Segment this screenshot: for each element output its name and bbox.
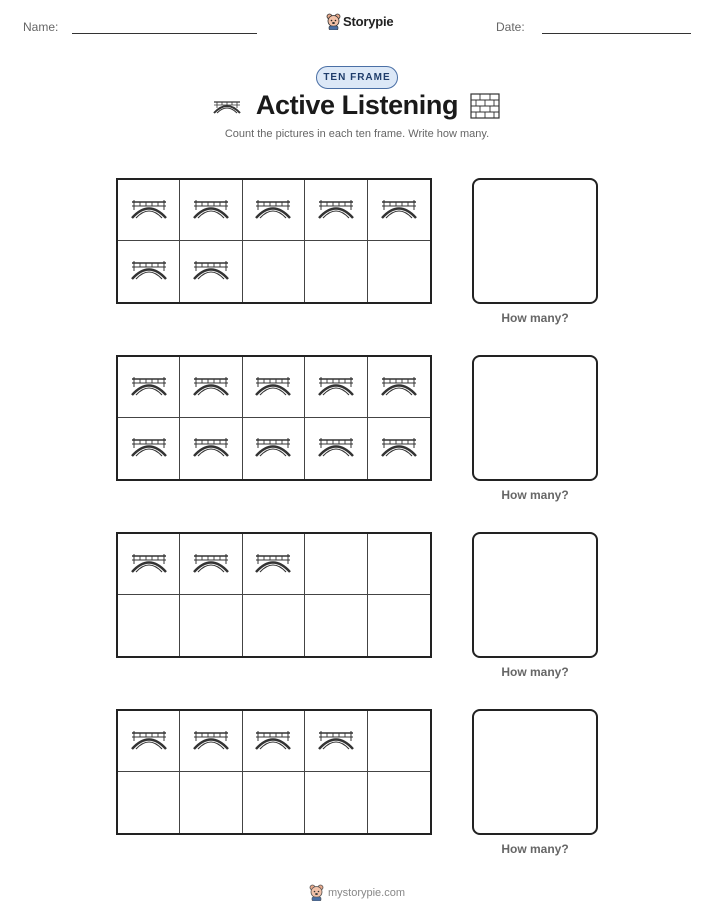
ten-frame-cell	[243, 418, 305, 479]
date-line[interactable]	[542, 33, 691, 34]
how-many-label: How many?	[501, 311, 569, 325]
ten-frame-cell	[118, 711, 180, 772]
ten-frame-badge: TEN FRAME	[316, 66, 398, 89]
ten-frame-cell	[180, 180, 242, 241]
bridge-icon	[380, 195, 418, 226]
bridge-icon	[192, 433, 230, 464]
bridge-icon	[254, 372, 292, 403]
ten-frame-cell	[180, 241, 242, 302]
ten-frame-cell	[180, 357, 242, 418]
bridge-icon	[192, 195, 230, 226]
storypie-logo	[326, 13, 393, 30]
ten-frame-cell	[118, 180, 180, 241]
ten-frame-cell	[368, 357, 430, 418]
ten-frame	[116, 532, 432, 658]
ten-frame-cell	[368, 534, 430, 595]
ten-frame-cell	[243, 772, 305, 833]
ten-frame-cell	[118, 595, 180, 656]
name-line[interactable]	[72, 33, 257, 34]
bridge-icon	[130, 433, 168, 464]
ten-frame-cell	[118, 357, 180, 418]
bridge-icon	[130, 256, 168, 287]
ten-frame-cell	[180, 595, 242, 656]
ten-frame-cell	[368, 772, 430, 833]
answer-box[interactable]	[472, 355, 598, 481]
bridge-icon	[254, 433, 292, 464]
how-many-label: How many?	[501, 842, 569, 856]
ten-frame-cell	[305, 241, 367, 302]
ten-frame-cell	[118, 534, 180, 595]
ten-frame-cell	[305, 418, 367, 479]
ten-frame	[116, 355, 432, 481]
bridge-icon	[317, 372, 355, 403]
footer-url: mystorypie.com	[327, 886, 406, 899]
ten-frame-cell	[305, 772, 367, 833]
ten-frame-cell	[243, 357, 305, 418]
bridge-icon	[192, 549, 230, 580]
ten-frame-cell	[180, 772, 242, 833]
bridge-icon	[317, 433, 355, 464]
ten-frame-cell	[118, 418, 180, 479]
answer-box[interactable]	[472, 178, 598, 304]
ten-frame-cell	[368, 180, 430, 241]
ten-frame-cell	[118, 241, 180, 302]
ten-frame-cell	[243, 711, 305, 772]
ten-frame	[116, 709, 432, 835]
ten-frame	[116, 178, 432, 304]
ten-frame-cell	[305, 711, 367, 772]
answer-box[interactable]	[472, 709, 598, 835]
bridge-icon	[192, 726, 230, 757]
instructions: Count the pictures in each ten frame. Write how many.	[224, 128, 490, 140]
ten-frame-cell	[368, 418, 430, 479]
bridge-icon	[380, 433, 418, 464]
ten-frame-cell	[243, 241, 305, 302]
ten-frame-cell	[368, 711, 430, 772]
footer	[0, 884, 714, 901]
ten-frame-cell	[368, 241, 430, 302]
ten-frame-cell	[180, 418, 242, 479]
name-label: Name:	[23, 20, 59, 34]
bridge-icon	[317, 726, 355, 757]
storypie-bear-icon	[309, 884, 324, 901]
bridge-icon	[254, 726, 292, 757]
date-label: Date:	[496, 20, 525, 34]
ten-frame-cell	[243, 180, 305, 241]
ten-frame-cell	[180, 711, 242, 772]
ten-frame-cell	[368, 595, 430, 656]
bridge-icon	[192, 256, 230, 287]
bridge-icon	[380, 372, 418, 403]
bridge-icon	[130, 372, 168, 403]
ten-frame-cell	[243, 534, 305, 595]
bridge-icon	[130, 549, 168, 580]
bridge-icon	[130, 195, 168, 226]
bridge-icon	[317, 195, 355, 226]
page-title: Active Listening	[255, 90, 459, 120]
bridge-icon	[130, 726, 168, 757]
ten-frame-cell	[305, 595, 367, 656]
bridge-icon	[254, 195, 292, 226]
ten-frame-cell	[180, 534, 242, 595]
brand-name: Storypie	[343, 14, 394, 29]
ten-frame-cell	[243, 595, 305, 656]
bridge-icon	[254, 549, 292, 580]
brick-wall-icon	[470, 93, 500, 119]
how-many-label: How many?	[501, 665, 569, 679]
ten-frame-cell	[305, 534, 367, 595]
how-many-label: How many?	[501, 488, 569, 502]
answer-box[interactable]	[472, 532, 598, 658]
storypie-bear-icon	[326, 13, 341, 30]
bridge-icon	[192, 372, 230, 403]
ten-frame-cell	[118, 772, 180, 833]
ten-frame-cell	[305, 357, 367, 418]
ten-frame-cell	[305, 180, 367, 241]
